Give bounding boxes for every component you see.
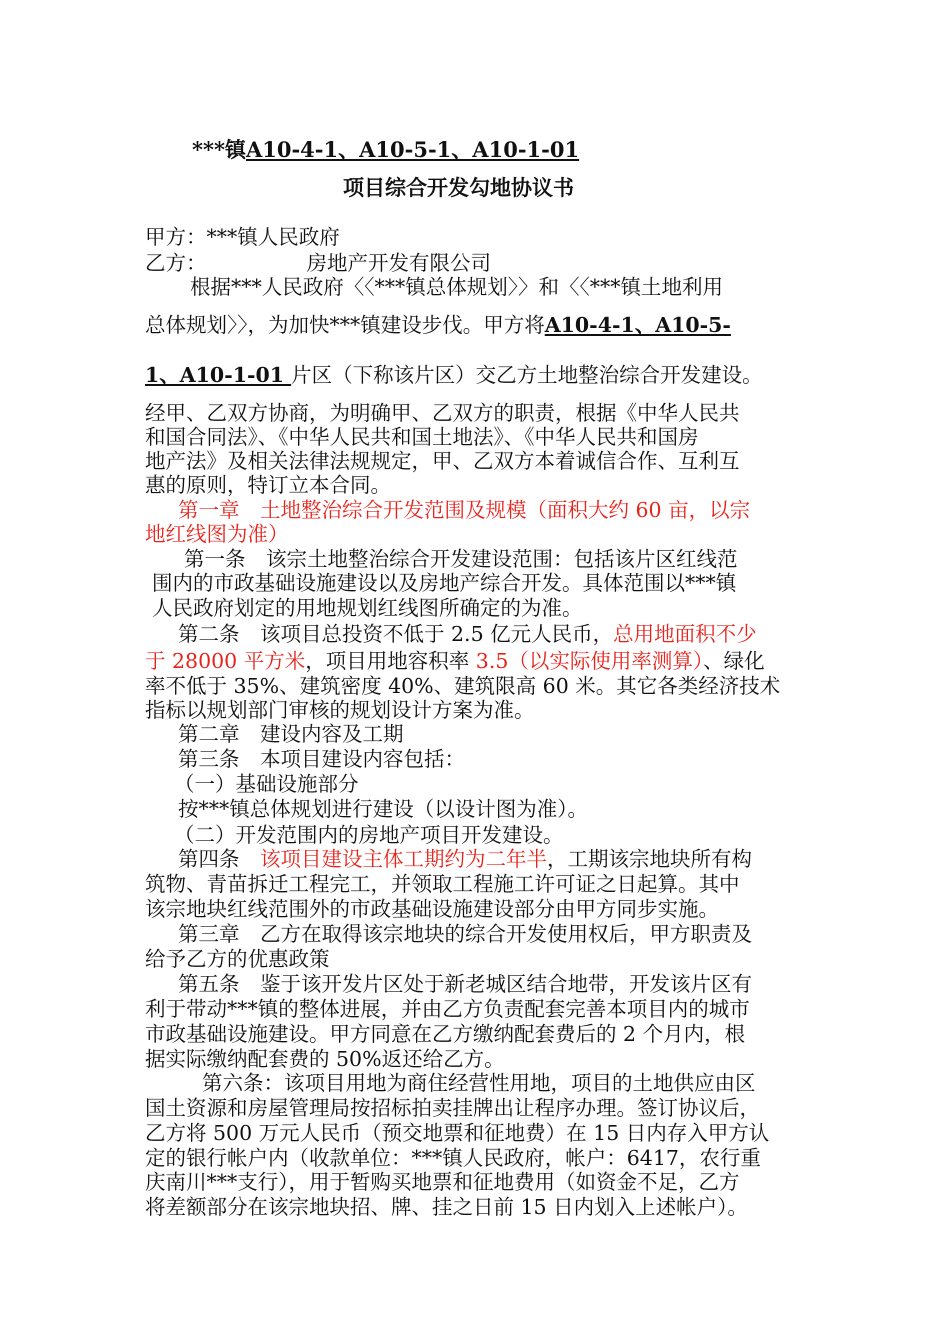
article-2-line-3: 率不低于 35%、建筑密度 40%、建筑限高 60 米。其它各类经济技术 [145, 674, 781, 698]
article-4-line-2: 筑物、青苗拆迁工程完工，并领取工程施工许可证之日起算。其中 [145, 872, 740, 896]
article-6-line-4: 定的银行帐户内（收款单位：***镇人民政府，帐户：6417，农行重 [145, 1146, 761, 1170]
preamble-text: 总体规划〉〉，为加快***镇建设步伐。甲方将 [145, 313, 545, 337]
article-2-ratio-highlight: 3.5（以实际使用率测算） [475, 649, 704, 673]
article-4-line-1 [178, 846, 752, 872]
preamble-code: A10-4-1、A10-5- [544, 313, 731, 337]
article-5-line-4: 据实际缴纳配套费的 50%返还给乙方。 [145, 1047, 505, 1071]
article-6-line-5: 庆南川***支行），用于暂购买地票和征地费用（如资金不足，乙方 [145, 1170, 740, 1194]
article-2-line-4: 指标以规划部门审核的规划设计方案为准。 [145, 698, 535, 722]
chapter-1-heading: 第一章 土地整治综合开发范围及规模（面积大约 60 亩，以宗 [178, 498, 751, 522]
preamble-line-5: 和国合同法》、《中华人民共和国土地法》、《中华人民共和国房 [145, 425, 699, 449]
article-2-text: ，项目用地容积率 [305, 649, 476, 673]
party-a: 甲方：***镇人民政府 [145, 225, 340, 249]
preamble-line-3 [145, 362, 763, 388]
article-6-line-2: 国土资源和房屋管理局按招标拍卖挂牌出让程序办理。签订协议后， [145, 1096, 760, 1120]
preamble-text-cont: 片区（下称该片区）交乙方土地整治综合开发建设。 [291, 363, 763, 387]
article-6-line-1: 第六条：该项目用地为商住经营性用地，项目的土地供应由区 [202, 1071, 756, 1095]
preamble-line-4: 经甲、乙双方协商，为明确甲、乙双方的职责，根据《中华人民共 [145, 401, 740, 425]
preamble-code-cont: 1、A10-1-01 [145, 363, 292, 387]
article-2-line-2 [145, 648, 765, 674]
title-line-1 [192, 137, 579, 163]
article-4-text: ，工期该宗地块所有构 [547, 847, 752, 871]
article-3-line-1: 第三条 本项目建设内容包括： [178, 747, 465, 771]
chapter-3-heading-cont: 给予乙方的优惠政策 [145, 947, 330, 971]
article-1-line-3: 人民政府划定的用地规划红线图所确定的为准。 [152, 596, 583, 620]
article-6-line-6: 将差额部分在该宗地块招、牌、挂之日前 15 日内划入上述帐户）。 [145, 1195, 748, 1219]
article-2-highlight: 总用地面积不少 [613, 622, 757, 646]
article-3-line-3: 按***镇总体规划进行建设（以设计图为准）。 [178, 797, 588, 821]
preamble-line-6: 地产法》及相关法律法规规定，甲、乙双方本着诚信合作、互利互 [145, 449, 740, 473]
preamble-line-1: 根据***人民政府〈〈***镇总体规划〉〉和〈〈***镇土地利用 [190, 275, 723, 299]
title-line-2: 项目综合开发勾地协议书 [343, 175, 574, 200]
article-2-text: 第二条 该项目总投资不低于 2.5 亿元人民币， [178, 622, 614, 646]
article-6-line-3: 乙方将 500 万元人民币（预交地票和征地费）在 15 日内存入甲方认 [145, 1121, 770, 1145]
party-b [145, 250, 491, 276]
article-3-item-2: （二）开发范围内的房地产项目开发建设。 [174, 823, 564, 847]
article-1-line-1: 第一条 该宗土地整治综合开发建设范围：包括该片区红线范 [184, 547, 738, 571]
party-b-label: 乙方： [145, 251, 207, 275]
article-3-item-1: （一）基础设施部分 [174, 772, 359, 796]
preamble-line-7: 惠的原则，特订立本合同。 [145, 473, 391, 497]
article-5-line-3: 市政基础设施建设。甲方同意在乙方缴纳配套费后的 2 个月内，根 [145, 1022, 746, 1046]
party-b-name: 房地产开发有限公司 [306, 251, 491, 275]
article-4-line-3: 该宗地块红线范围外的市政基础设施建设部分由甲方同步实施。 [145, 897, 719, 921]
article-2-area-highlight: 于 28000 平方米 [145, 649, 306, 673]
preamble-line-2 [145, 312, 731, 338]
article-5-line-2: 利于带动***镇的整体进展，并由乙方负责配套完善本项目内的城市 [145, 997, 750, 1021]
article-1-line-2: 围内的市政基础设施建设以及房地产综合开发。具体范围以***镇 [152, 571, 737, 595]
chapter-3-heading: 第三章 乙方在取得该宗地块的综合开发使用权后，甲方职责及 [178, 922, 752, 946]
title-code: A10-4-1、A10-5-1、A10-1-01 [245, 137, 580, 162]
article-4-highlight: 该项目建设主体工期约为二年半 [260, 847, 547, 871]
article-2-line-1 [178, 621, 757, 647]
chapter-2-heading: 第二章 建设内容及工期 [178, 722, 404, 746]
article-2-text: 、绿化 [703, 649, 765, 673]
chapter-1-heading-cont: 地红线图为准） [145, 522, 289, 546]
title-prefix: ***镇 [192, 137, 246, 162]
article-4-label: 第四条 [178, 847, 260, 871]
article-5-line-1: 第五条 鉴于该开发片区处于新老城区结合地带，开发该片区有 [178, 972, 752, 996]
